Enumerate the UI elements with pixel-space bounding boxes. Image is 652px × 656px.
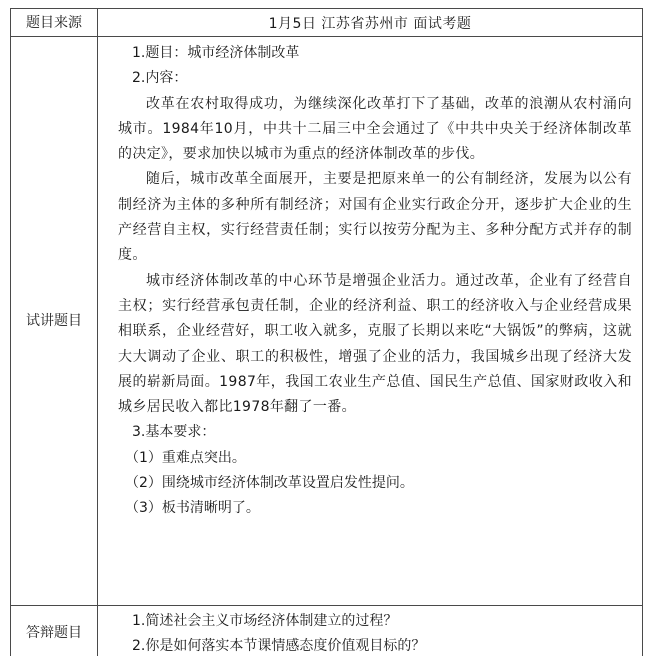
source-row [11,9,643,37]
exam-table [10,8,643,656]
lecture-topic: 1.题目：城市经济体制改革 [132,45,300,61]
content-paragraph-3: 城市经济体制改革的中心环节是增强企业活力。通过改革，企业有了经营自主权；实行经营承包责任制，企业的经济利益、职工的经济收入与企业经营成果相联系，企业经营好，职工收入就多，克服了长期以来吃“大锅饭”的弊病，这就大大调动了企业、职工的积极性，增强了企业的活力，我国城乡出现了经济大发展的崭新局面。1987年，我国工农业生产总值、国民生产总值、国家财政收入和城乡居民收入都比1978年翻了一番。 [118,272,632,416]
defense-question-2: 2.你是如何落实本节课情感态度价值观目标的？ [132,638,426,655]
content-heading: 2.内容： [132,70,188,87]
source-label: 题目来源 [11,9,98,37]
content-paragraph-2: 随后，城市改革全面展开，主要是把原来单一的公有制经济，发展为以公有制经济为主体的多种所有制经济；对国有企业实行政企分开，逐步扩大企业的生产经营自主权，实行经营责任制；实行以按劳分配为主、多种分配方式并存的制度。 [118,171,632,264]
defense-question-1: 1.简述社会主义市场经济体制建立的过程？ [132,613,398,629]
defense-label: 答辩题目 [11,606,98,656]
lecture-row [11,37,643,606]
defense-row [11,606,643,656]
defense-content [98,606,643,656]
requirement-item-2: （2）围绕城市经济体制改革设置启发性提问。 [125,475,414,492]
requirement-item-1: （1）重难点突出。 [125,449,246,466]
lecture-content [98,37,643,606]
requirement-item-3: （3）板书清晰明了。 [125,500,260,517]
lecture-label: 试讲题目 [11,37,98,606]
content-paragraph-1: 改革在农村取得成功，为继续深化改革打下了基础，改革的浪潮从农村涌向城市。1984年10月，中共十二届三中全会通过了《中共中央关于经济体制改革的决定》，要求加快以城市为重点的经济体制改革的步伐。 [118,95,632,163]
requirements-heading: 3.基本要求： [132,424,216,441]
source-title: 1月5日 江苏省苏州市 面试考题 [98,9,643,37]
